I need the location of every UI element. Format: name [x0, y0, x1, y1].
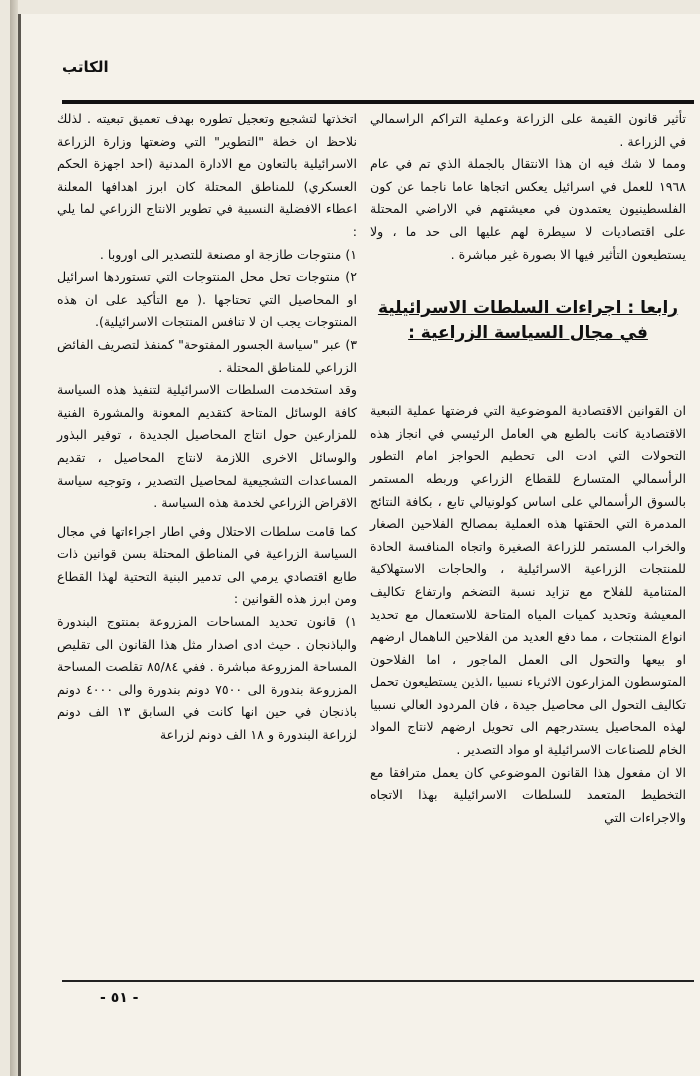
paragraph: كما قامت سلطات الاحتلال وفي اطار اجراءاتها في مجال السياسة الزراعية في المناطق المحتلة بسن قوانين ذات طابع اقتصادي يرمي الى تدمير البنية التحتية لهذا القطاع ومن ابرز هذه القوانين :	[57, 523, 357, 607]
paragraph: اتخذتها لتشجيع وتعجيل تطوره بهدف تعميق تبعيته . لذلك نلاحظ ان خطة "التطوير" التي وضعتها وزارة الزراعة الاسرائيلية بالتعاون مع الادارة المدنية (احد اجهزة الحكم العسكري) للمناطق المحتلة كان ابرز اهدافها المعلنة اعطاء الافضلية النسبية في تطوير الانتاج الزراعي لما يلي :	[57, 111, 357, 239]
left-column	[57, 108, 357, 747]
paragraph: تأثير قانون القيمة على الزراعة وعملية التراكم الراسمالي في الزراعة .	[370, 111, 686, 149]
paragraph: ان القوانين الاقتصادية الموضوعية التي فرضتها عملية التبعية الاقتصادية كانت بالطبع هي العامل الرئيسي في انجاز هذه التحولات التي ادت الى تحطيم الحواجز امام التطور الرأسمالي المتسارع للقطاع الزراعي وربطه المستمر بالسوق الرأسمالي على اساس كولونيالي تابع ، بكافة النتائج المدمرة التي الحقتها هذه العملية بمصالح الفلاحين الصغار والخراب المستمر للزراعة الصغيرة واتجاه المنافسة الحادة للمنتجات الزراعية الاسرائيلية ، والحاجات الاستهلاكية المتنامية للفلاح مع تزايد نسبة التضخم وارتفاع تكاليف المعيشة وتحديد كميات المياه المتاحة للاستعمال مع تحديد انواع المنتجات ، مما دفع العديد من الفلاحين الىاهمال ارضهم او بيعها والتحول الى العمل الماجور ، اما الفلاحون المتوسطون المزارعون الاثرياء نسبيا ،الذين يستطيعون تحمل تكاليف التحول الى محاصيل جيدة ، فان المردود العالي نسبيا لهذه المحاصيل يستدرجهم الى تحويل ارضهم لانتاج المواد الخام للصناعات الاسرائيلية او مواد التصدير .	[370, 403, 686, 758]
list-item: ٢) منتوجات تحل محل المنتوجات التي تستوردها اسرائيل او المحاصيل التي تحتاجها .( مع التأكيد على ان هذه المنتوجات يجب ان لا تنافس المنتجات الاسرائيلية).	[57, 269, 357, 330]
list-item: ١) منتوجات طازجة او مصنعة للتصدير الى اوروبا .	[99, 246, 357, 262]
section-heading: رابعا : اجراءات السلطات الاسرائيلية في مجال السياسة الزراعية :	[377, 298, 679, 344]
header-divider	[62, 100, 694, 104]
footer-divider	[62, 980, 694, 982]
right-column	[370, 108, 686, 829]
paragraph: الا ان مفعول هذا القانون الموضوعي كان يعمل مترافقا مع التخطيط المتعمد للسلطات الاسرائيلية بهذا الاتجاه والاجراءات التي	[370, 764, 686, 825]
list-item: ٣) عبر "سياسة الجسور المفتوحة" كمنفذ لتصريف الفائض الزراعي للمناطق المحتلة .	[57, 336, 357, 375]
paragraph: ١) قانون تحديد المساحات المزروعة بمنتوج البندورة والباذنجان . حيث ادى اصدار مثل هذا القانون الى تقليص المساحة المزروعة مباشرة . ففي ٨٥/٨٤ تقلصت المساحة المزروعة بندورة الى ٧٥٠٠ دونم بندورة والى ٤٠٠٠ دونم باذنجان في حين انها كانت في السابق ١٣ الف دونم لزراعة البندورة و ١٨ الف دونم لزراعة	[57, 614, 357, 743]
paragraph: وقد استخدمت السلطات الاسرائيلية لتنفيذ هذه السياسة كافة الوسائل المتاحة كتقديم المعونة والمشورة الفنية للمزارعين حول انتاج المحاصيل الجديدة ، توفير البذور والوسائل الاخرى اللازمة لانتاج المحاصيل ، تقديم المساعدات التشجيعية لمحاصيل التصدير ، وتوجيه سياسة الاقراض الزراعي لخدمة هذه السياسة .	[57, 382, 357, 511]
paragraph: ومما لا شك فيه ان هذا الانتقال بالجملة الذي تم في عام ١٩٦٨ للعمل في اسرائيل يعكس اتجاها عاما ناجما عن كون الفلسطينيون يعتمدون في معيشتهم في الاراضي المحتلة على اقتصاديات لا سيطرة لهم عليها الى حد ما ، ولا يستطيعون التأثير فيها الا بصورة غير مباشرة .	[370, 156, 686, 262]
page-number: - ٥١ -	[100, 990, 139, 1006]
running-header: الكاتب	[62, 58, 109, 76]
binding-edge	[10, 0, 18, 1076]
